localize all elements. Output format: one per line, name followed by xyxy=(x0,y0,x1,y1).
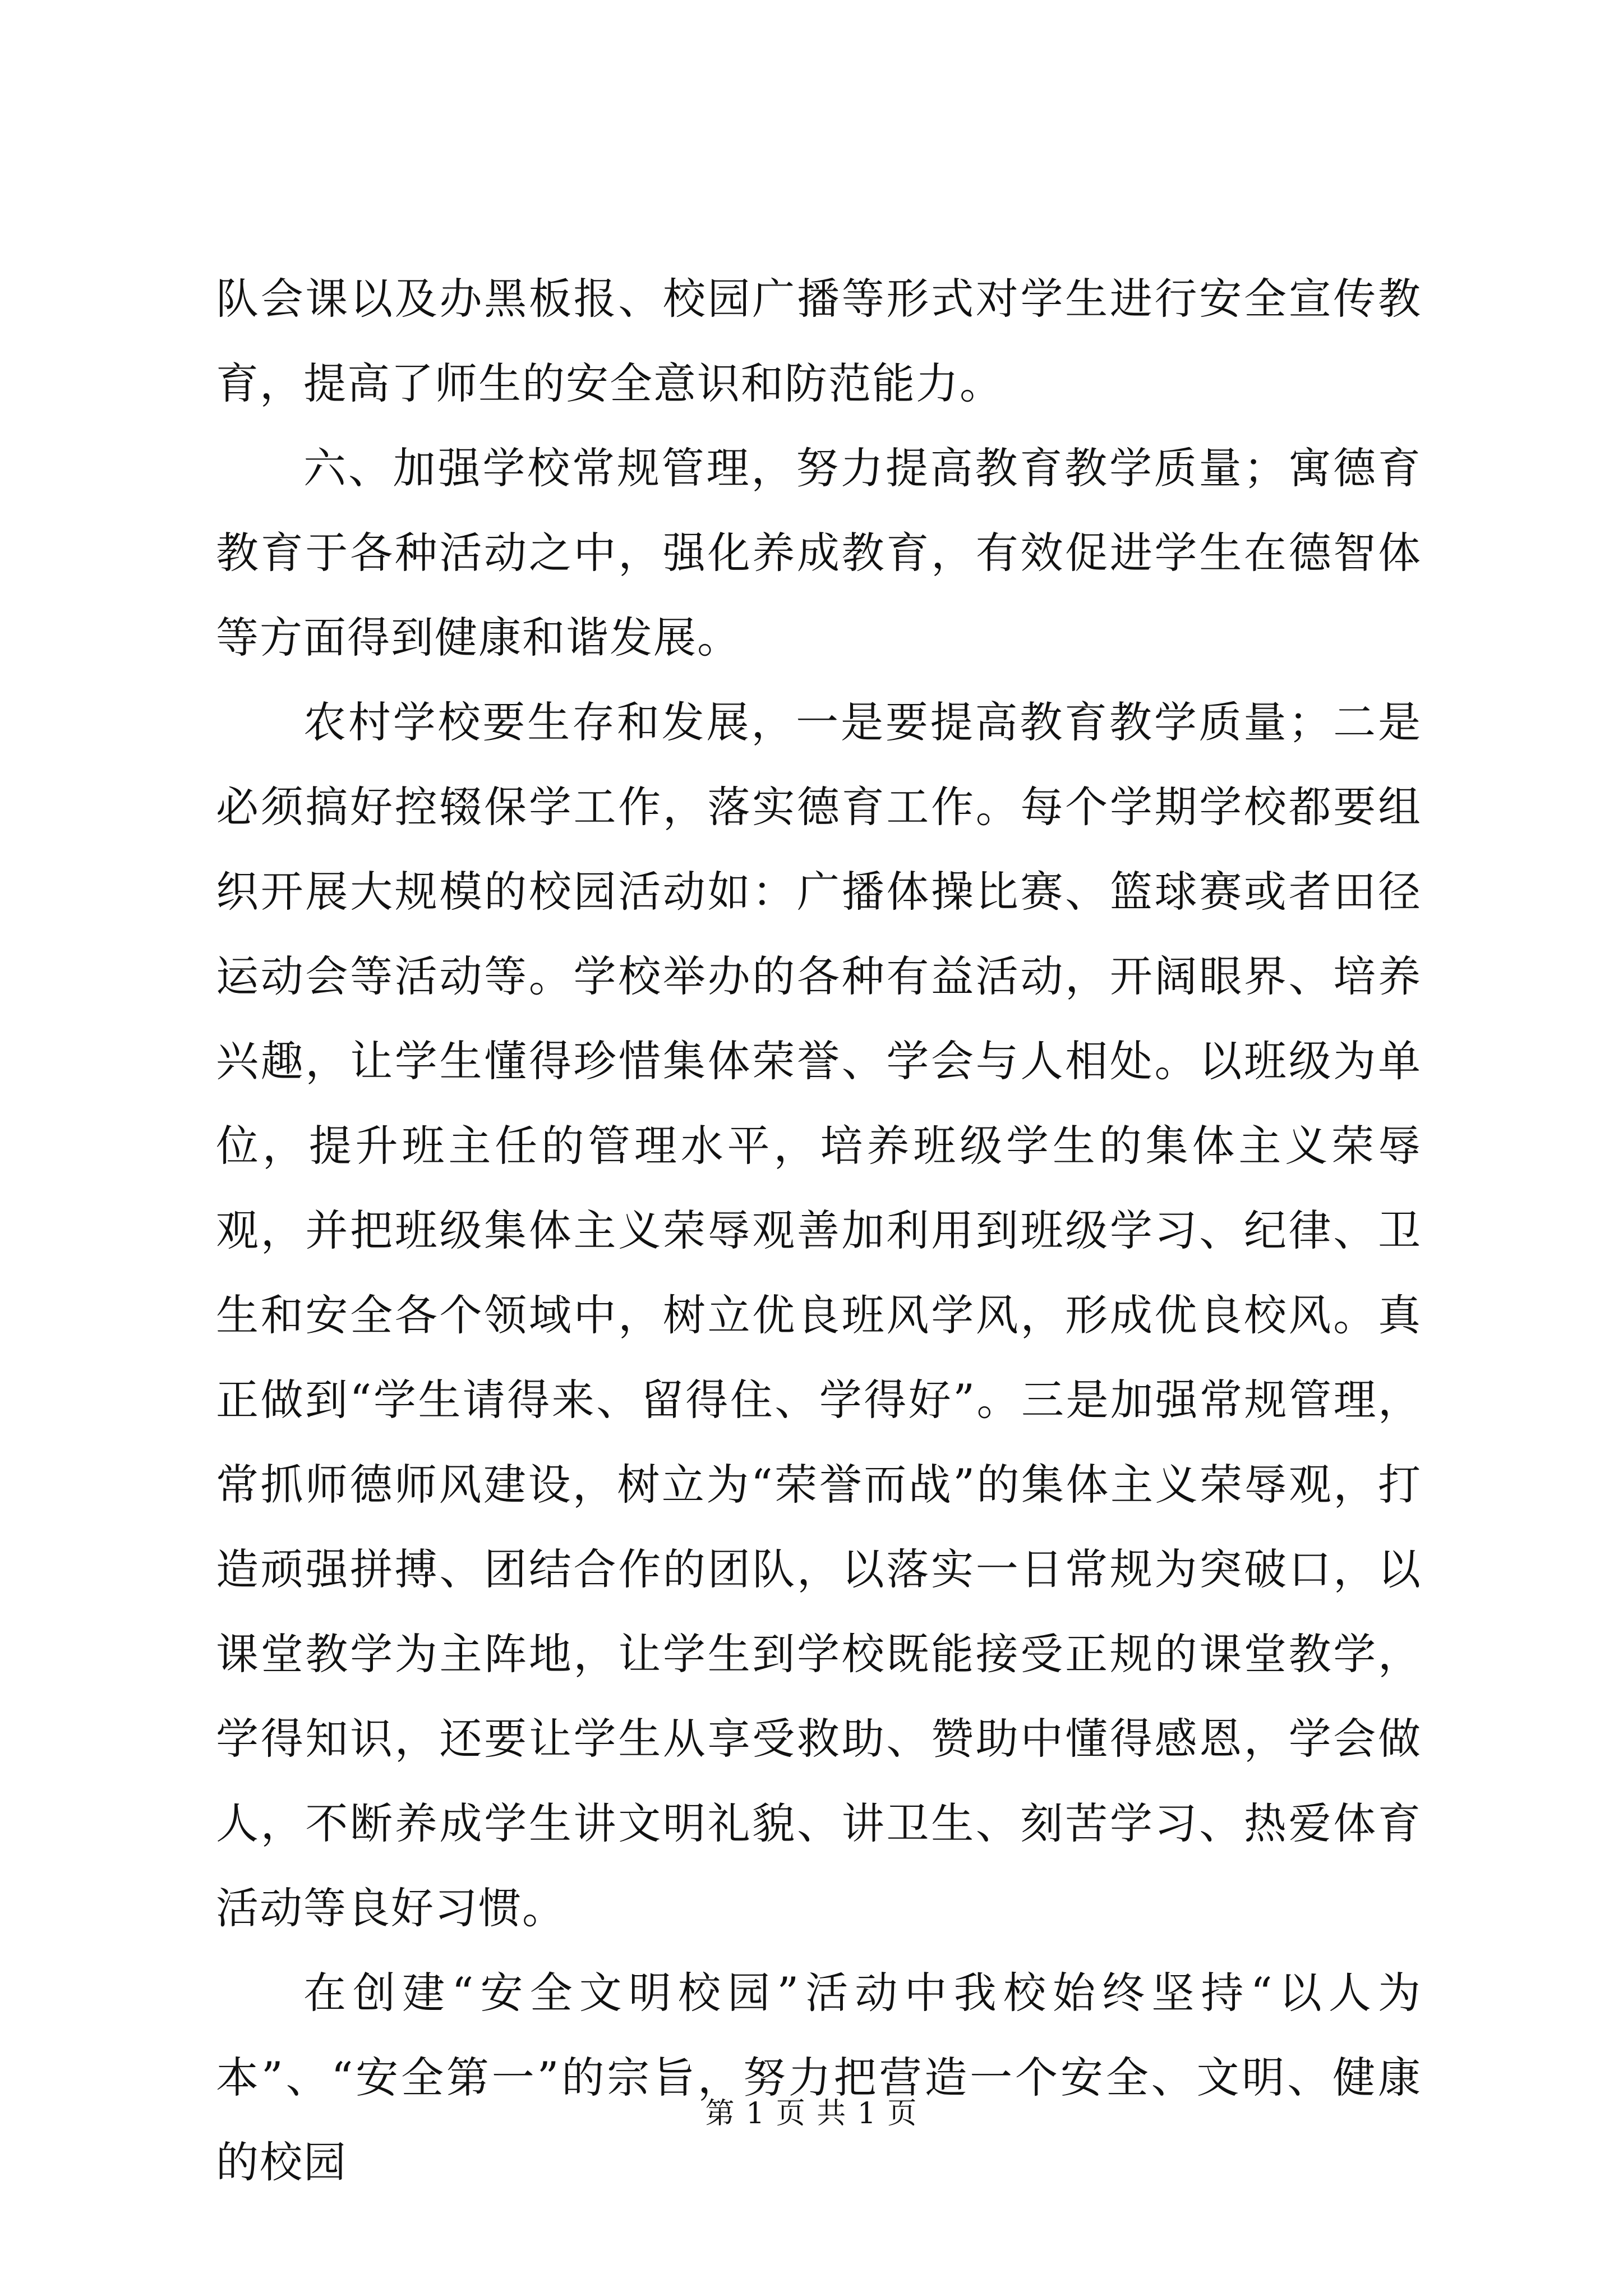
paragraph-safe-campus: 在创建“安全文明校园”活动中我校始终坚持“以人为本”、“安全第一”的宗旨，努力把营造一个安全、文明、健康的校园 xyxy=(216,1968,1422,2187)
page-footer: 第 1 页 共 1 页 xyxy=(705,2097,918,2131)
paragraph-continuation: 队会课以及办黑板报、校园广播等形式对学生进行安全宣传教育，提高了师生的安全意识和防范能力。 xyxy=(216,274,1422,408)
paragraph-rural-schools: 农村学校要生存和发展，一是要提高教育教学质量；二是必须搞好控辍保学工作，落实德育工作。每个学期学校都要组织开展大规模的校园活动如：广播体操比赛、篮球赛或者田径运动会等活动等。学校举办的各种有益活动，开阔眼界、培养兴趣，让学生懂得珍惜集体荣誉、学会与人相处。以班级为单位，提升班主任的管理水平，培养班级学生的集体主义荣辱观，并把班级集体主义荣辱观善加利用到班级学习、纪律、卫生和安全各个领域中，树立优良班风学风，形成优良校风。真正做到“学生请得来、留得住、学得好”。三是加强常规管理，常抓师德师风建设，树立为“荣誉而战”的集体主义荣辱观，打造顽强拼搏、团结合作的团队，以落实一日常规为突破口，以课堂教学为主阵地，让学生到学校既能接受正规的课堂教学，学得知识，还要让学生从享受救助、赞助中懂得感恩，学会做人，不断养成学生讲文明礼貌、讲卫生、刻苦学习、热爱体育活动等良好习惯。 xyxy=(216,697,1422,1933)
document-body xyxy=(216,256,1422,2205)
paragraph-section-six: 六、加强学校常规管理，努力提高教育教学质量；寓德育教育于各种活动之中，强化养成教育，有效促进学生在德智体等方面得到健康和谐发展。 xyxy=(216,443,1422,662)
